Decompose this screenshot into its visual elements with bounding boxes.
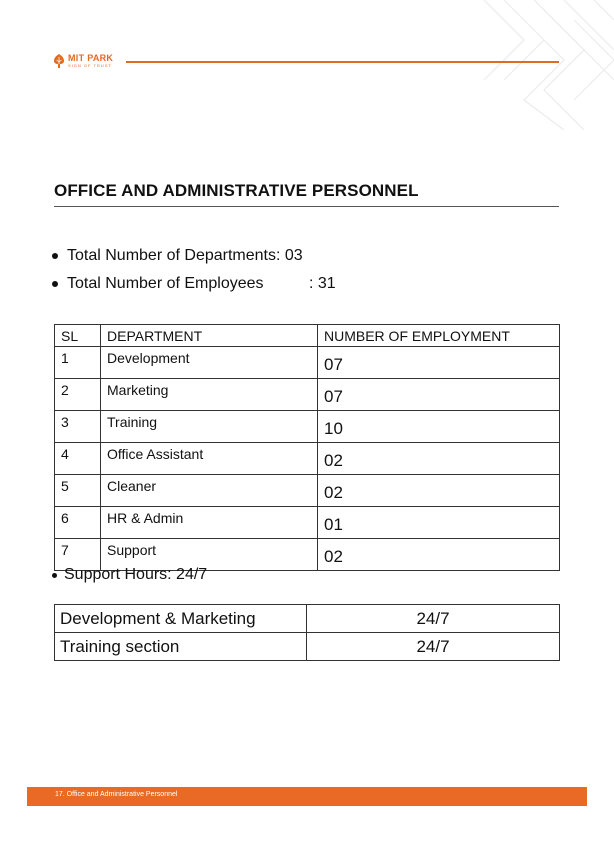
cell-hours: 24/7: [307, 633, 560, 661]
stat-value: : 03: [275, 247, 303, 264]
cell-sl: 6: [55, 507, 101, 539]
cell-count: 02: [318, 539, 560, 571]
title-underline: [54, 206, 559, 207]
cell-count: 01: [318, 507, 560, 539]
list-item-employees: [52, 270, 336, 298]
cell-count: 02: [318, 475, 560, 507]
footer-page-label: 17. Office and Administrative Personnel: [55, 791, 178, 798]
cell-department: Training: [101, 411, 318, 443]
stat-value: : 31: [309, 275, 336, 292]
cell-sl: 4: [55, 443, 101, 475]
brand-logo: [53, 54, 113, 68]
cell-department: Marketing: [101, 379, 318, 411]
column-header-count: NUMBER OF EMPLOYMENT: [318, 325, 560, 347]
brand-tagline: SIGN OF TRUST: [68, 63, 112, 68]
support-hours-item: [52, 566, 207, 584]
bullet-icon: [52, 281, 58, 287]
column-header-sl: SL: [55, 325, 101, 347]
stat-label: Total Number of Employees: [67, 275, 264, 292]
department-table: [54, 324, 560, 571]
table-header-row: [55, 325, 560, 347]
cell-department: Development: [101, 347, 318, 379]
cell-sl: 7: [55, 539, 101, 571]
section-title: OFFICE AND ADMINISTRATIVE PERSONNEL: [54, 181, 419, 200]
cell-section: Training section: [55, 633, 307, 661]
table-row: [55, 605, 560, 633]
cell-department: Support: [101, 539, 318, 571]
cell-sl: 3: [55, 411, 101, 443]
support-hours-label: Support Hours: 24/7: [64, 566, 208, 583]
table-row: [55, 443, 560, 475]
cell-department: Cleaner: [101, 475, 318, 507]
cell-department: Office Assistant: [101, 443, 318, 475]
bullet-icon: [52, 253, 58, 259]
cell-section: Development & Marketing: [55, 605, 307, 633]
cell-sl: 2: [55, 379, 101, 411]
bullet-icon: [52, 573, 57, 578]
table-row: [55, 507, 560, 539]
table-row: [55, 475, 560, 507]
cell-count: 10: [318, 411, 560, 443]
cell-count: 07: [318, 347, 560, 379]
logo-tree-icon: [53, 54, 65, 68]
support-hours-table: [54, 604, 560, 661]
cell-count: 07: [318, 379, 560, 411]
stat-label: Total Number of Departments: [67, 247, 276, 264]
column-header-department: DEPARTMENT: [101, 325, 318, 347]
table-row: [55, 411, 560, 443]
table-row: [55, 379, 560, 411]
table-row: [55, 633, 560, 661]
watermark-pattern: [464, 0, 614, 130]
cell-department: HR & Admin: [101, 507, 318, 539]
cell-count: 02: [318, 443, 560, 475]
cell-hours: 24/7: [307, 605, 560, 633]
footer-bar: [27, 787, 587, 806]
summary-list: [52, 242, 336, 298]
cell-sl: 1: [55, 347, 101, 379]
header-rule: [126, 61, 559, 63]
brand-name: MIT PARK: [68, 53, 114, 63]
cell-sl: 5: [55, 475, 101, 507]
list-item-departments: [52, 242, 336, 270]
table-row: [55, 347, 560, 379]
